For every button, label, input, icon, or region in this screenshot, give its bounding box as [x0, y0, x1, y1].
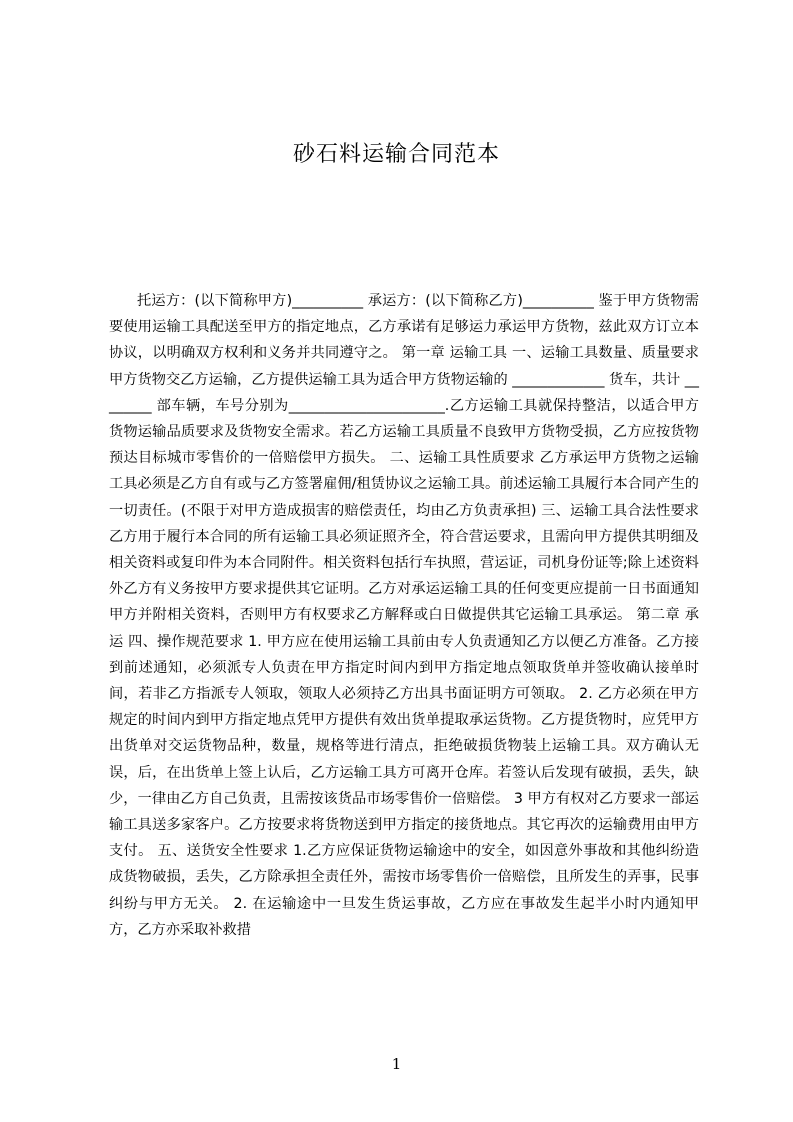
contract-body-paragraph: 托运方：(以下简称甲方)__________ 承运方：(以下简称乙方)__________ 鉴于甲方货物需要使用运输工具配送至甲方的指定地点，乙方承诺有足够运力承运甲方货物，兹此双方订立本协议，以明确双方权利和义务并共同遵守之。 第一章 运输工具 一、运输工具数量、质量要求 甲方货物交乙方运输，乙方提供运输工具为适合甲方货物运输的 _____________ 货车，共计 ________ 部车辆，车号分别为______________________.乙方运输工具就保持整洁，以适合甲方货物运输品质要求及货物安全需求。若乙方运输工具质量不良致甲方货物受损，乙方应按货物预达目标城市零售价的一倍赔偿甲方损失。 二、运输工具性质要求 乙方承运甲方货物之运输工具必须是乙方自有或与乙方签署雇佣/租赁协议之运输工具。前述运输工具履行本合同产生的一切责任。(不限于对甲方造成损害的赔偿责任，均由乙方负责承担) 三、运输工具合法性要求 乙方用于履行本合同的所有运输工具必须证照齐全，符合营运要求，且需向甲方提供其明细及相关资料或复印件为本合同附件。相关资料包括行车执照，营运证，司机身份证等;除上述资料外乙方有义务按甲方要求提供其它证明。乙方对承运运输工具的任何变更应提前一日书面通知甲方并附相关资料，否则甲方有权要求乙方解释或白日做提供其它运输工具承运。 第二章 承 运 四、操作规范要求 1. 甲方应在使用运输工具前由专人负责通知乙方以便乙方准备。乙方接到前述通知，必须派专人负责在甲方指定时间内到甲方指定地点领取货单并签收确认接单时间，若非乙方指派专人领取，领取人必须持乙方出具书面证明方可领取。 2. 乙方必须在甲方规定的时间内到甲方指定地点凭甲方提供有效出货单提取承运货物。乙方提货物时，应凭甲方出货单对交运货物品种，数量，规格等进行清点，拒绝破损货物装上运输工具。双方确认无误，后，在出货单上签上认后，乙方运输工具方可离开仓库。若签认后发现有破损，丢失，缺少，一律由乙方自己负责，且需按该货品市场零售价一倍赔偿。 3 甲方有权对乙方要求一部运输工具送多家客户。乙方按要求将货物送到甲方指定的接货地点。其它再次的运输费用由甲方支付。 五、送货安全性要求 1.乙方应保证货物运输途中的安全，如因意外事故和其他纠纷造成货物破损，丢失，乙方除承担全责任外，需按市场零售价一倍赔偿，且所发生的弄事，民事纠纷与甲方无关。 2. 在运输途中一旦发生货运事故，乙方应在事故发生起半小时内通知甲方，乙方亦采取补救措	[109, 293, 699, 938]
document-title: 砂石料运输合同范本	[292, 142, 500, 167]
page-number: 1	[391, 1055, 402, 1073]
